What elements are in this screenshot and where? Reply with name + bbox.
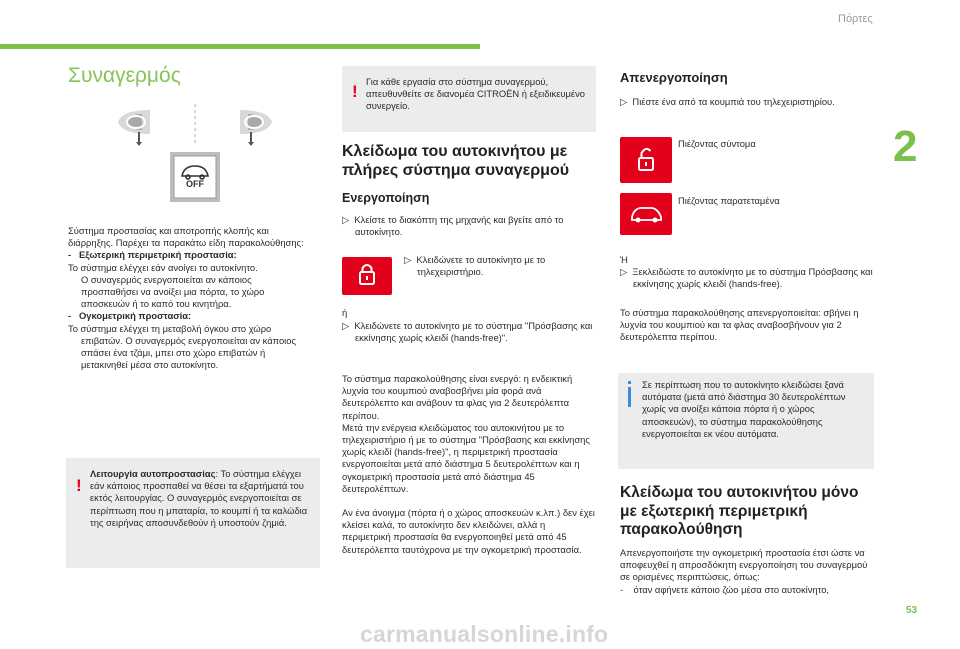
- warning-icon: !: [352, 82, 358, 101]
- activation-step-handsfree: ▷ Κλειδώνετε το αυτοκίνητο με το σύστημα "Πρόσβασης και εκκίνησης χωρίς κλειδί (hands-free)".: [342, 320, 593, 344]
- alarm-off-label: OFF: [186, 179, 204, 189]
- alarm-button-illustration: [110, 100, 280, 210]
- overhead-light-icon: [240, 110, 272, 146]
- step-arrow-icon: ▷: [342, 214, 355, 225]
- activation-step-ignition: ▷ Κλείστε το διακόπτη της μηχανής και βγείτε από το αυτοκίνητο.: [342, 214, 564, 238]
- activation-step-remote: ▷ Κλειδώνετε το αυτοκίνητο με το τηλεχειριστήριο.: [404, 254, 546, 278]
- info-icon: [628, 387, 631, 407]
- deactivation-heading: Απενεργοποίηση: [620, 70, 728, 85]
- perimeter-protection-heading: - Εξωτερική περιμετρική προστασία:: [68, 249, 237, 261]
- short-press-label: Πιέζοντας σύντομα: [678, 138, 756, 149]
- perimeter-lock-heading: Κλείδωμα του αυτοκινήτου μόνο με εξωτερική περιμετρική παρακολούθηση: [620, 484, 859, 538]
- deactivation-step-remote: ▷ Πιέστε ένα από τα κουμπιά του τηλεχειριστηρίου.: [620, 96, 835, 107]
- step-arrow-icon: ▷: [342, 320, 355, 331]
- activation-heading: Ενεργοποίηση: [342, 191, 430, 205]
- activation-explanation: Το σύστημα παρακολούθησης είναι ενεργό: η ενδεικτική λυχνία του κουμπιού αναβοσβήνει μία φορά ανά δευτερόλεπτο και ανάβουν τα φλας για 2 δευτερόλεπτα περίπου. Μετά την ενέργεια κλειδώματος του αυτοκινήτου με το τηλεχειριστήριο ή με το σύστημα "Πρόσβασης και εκκίνησης χωρίς κλειδί (hands-free)", η περιμετρική προστασία ενεργοποιείται μετά από διάστημα 5 δευτερολέπτων και η ογκομετρική προστασία μετά από διάστημα 45 δευτερολέπτων. Αν ένα άνοιγμα (πόρτα ή ο χώρος αποσκευών κ.λπ.) δεν έχει κλείσει καλά, το αυτοκίνητο δεν κλειδώνει, αλλά η περιμετρική προστασία θα ενεργοποιηθεί μετά από 45 δευτερόλεπτα ταυτόχρονα με την ογκομετρική προστασία.: [342, 373, 595, 555]
- step-arrow-icon: ▷: [404, 254, 417, 265]
- perimeter-lock-description: Απενεργοποιήστε την ογκομετρική προστασία έτσι ώστε να αποφευχθεί η απροσδόκητη ενεργοποίηση του συναγερμού σε ορισμένες περιπτώσεις, όπως: - όταν αφήνετε κάποιο ζώο μέσα στο αυτοκίνητο,: [620, 547, 868, 595]
- deactivation-step-handsfree: ▷ Ξεκλειδώστε το αυτοκίνητο με το σύστημα Πρόσβασης και εκκίνησης χωρίς κλειδί (hands-free).: [620, 266, 873, 290]
- volumetric-protection-heading: - Ογκομετρική προστασία:: [68, 310, 192, 322]
- lock-key-icon: [342, 257, 392, 295]
- warning-icon: !: [76, 476, 82, 495]
- section-title: Πόρτες: [838, 13, 873, 25]
- service-warning-box: ! Για κάθε εργασία στο σύστημα συναγερμού, απευθυνθείτε σε διανομέα CITROËN ή εξειδικευμένο συνεργείο.: [342, 66, 596, 132]
- overhead-light-icon: [118, 110, 150, 146]
- header-accent-bar: [0, 44, 480, 49]
- full-alarm-lock-heading: Κλείδωμα του αυτοκινήτου με πλήρες σύστημα συναγερμού: [342, 143, 570, 179]
- car-key-icon: [620, 193, 672, 235]
- tamper-warning-box: ! Λειτουργία αυτοπροστασίας: Το σύστημα ελέγχει εάν κάποιος προσπαθεί να θέσει τα εξαρτήματά του εκτός λειτουργίας. Ο συναγερμός ενεργοποιείται σε περίπτωση που η μπαταρία, το κουμπί ή τα καλώδια της σειρήνας αποσυνδεθούν ή υποστούν ζημιά.: [66, 458, 320, 568]
- alarm-description: Σύστημα προστασίας και αποτροπής κλοπής και διάρρηξης. Παρέχει τα παρακάτω είδη παρακολούθησης: - Εξωτερική περιμετρική προστασία: Το σύστημα ελέγχει εάν ανοίγει το αυτοκίνητο. Ο συναγερμός ενεργοποιείται αν κάποιος προσπαθήσει να ανοίξει μια πόρτα, το χώρο αποσκευών ή το καπό του κινητήρα. - Ογκομετρική προστασία: Το σύστημα ελέγχει τη μεταβολή όγκου στο χώρο επιβατών. Ο συναγερμός ενεργοποιείται αν κάποιος σπάσει ένα τζάμι, μπει στο χώρο επιβατών ή μετακινηθεί μέσα στο αυτοκίνητο.: [68, 225, 304, 371]
- info-box: Σε περίπτωση που το αυτοκίνητο κλειδώσει ξανά αυτόματα (μετά από διάστημα 30 δευτερολέπτων χωρίς να ανοίξει κάποια πόρτα ή ο χώρος αποσκευών), το σύστημα παρακολούθησης ενεργοποιείται εκ νέου αυτόματα.: [618, 373, 874, 469]
- unlock-key-icon: [620, 137, 672, 183]
- step-arrow-icon: ▷: [620, 96, 633, 107]
- page-number: 53: [906, 605, 918, 616]
- chapter-number: 2: [893, 122, 918, 171]
- page-title: Συναγερμός: [68, 64, 181, 87]
- step-arrow-icon: ▷: [620, 266, 633, 277]
- deactivation-explanation: Το σύστημα παρακολούθησης απενεργοποιείται: σβήνει η λυχνία του κουμπιού και τα φλας αναβοσβήνουν για 2 δευτερόλεπτα περίπου.: [620, 307, 859, 343]
- watermark: carmanualsonline.info: [360, 621, 609, 647]
- long-press-label: Πιέζοντας παρατεταμένα: [678, 195, 780, 206]
- or-separator: ή: [342, 307, 348, 318]
- or-separator: Ή: [620, 254, 628, 265]
